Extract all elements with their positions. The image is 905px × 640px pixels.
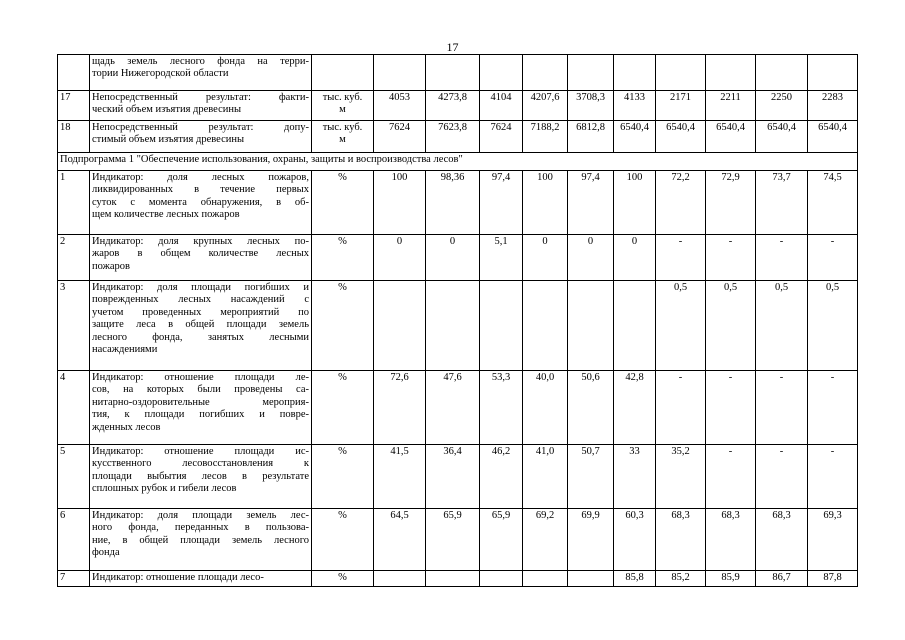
value-cell: 68,3: [656, 509, 706, 571]
description-line: Индикатор: отношение площади лесо-: [92, 572, 264, 583]
indicator-description: [90, 445, 312, 509]
unit-line: тыс. куб.: [322, 122, 363, 133]
description-line: Индикатор: доля площади земель лес-: [92, 510, 309, 521]
value-cell: [426, 571, 480, 587]
row-number: 1: [58, 171, 90, 235]
value-cell: [480, 281, 523, 371]
value-cell: 4053: [374, 91, 426, 121]
description-line: тории Нижегородской области: [92, 68, 229, 80]
table-row: [58, 571, 858, 587]
unit-line: %: [338, 572, 347, 583]
value-cell: 0,5: [808, 281, 858, 371]
description-line: Непосредственный результат: допу-: [92, 122, 309, 133]
value-cell: 6812,8: [568, 121, 614, 153]
unit-line: %: [338, 236, 347, 247]
value-cell: 85,2: [656, 571, 706, 587]
indicator-description: [90, 171, 312, 235]
section-row: [58, 153, 858, 171]
value-cell: 6540,4: [706, 121, 756, 153]
unit-cell: [312, 91, 374, 121]
description-line: Индикатор: доля лесных пожаров,: [92, 172, 309, 183]
value-cell: [426, 55, 480, 91]
value-cell: [480, 571, 523, 587]
description-line: тия, к площади погибших и повре-: [92, 409, 309, 421]
unit-line: тыс. куб.: [322, 92, 363, 103]
description-line: суток с момента обнаружения, в об-: [92, 196, 309, 208]
value-cell: 69,2: [523, 509, 568, 571]
description-line: поврежденных лесных насаждений с: [92, 294, 309, 306]
description-line: площади выбытия лесов в результате: [92, 470, 309, 482]
description-line: стимый объем изъятия древесины: [92, 134, 245, 146]
indicator-description: [90, 371, 312, 445]
unit-cell: [312, 509, 374, 571]
value-cell: 0,5: [706, 281, 756, 371]
value-cell: [480, 55, 523, 91]
value-cell: [523, 55, 568, 91]
value-cell: 33: [614, 445, 656, 509]
value-cell: [656, 55, 706, 91]
value-cell: 36,4: [426, 445, 480, 509]
value-cell: 97,4: [568, 171, 614, 235]
value-cell: 73,7: [756, 171, 808, 235]
value-cell: 42,8: [614, 371, 656, 445]
value-cell: 0,5: [756, 281, 808, 371]
unit-cell: [312, 55, 374, 91]
unit-cell: [312, 121, 374, 153]
value-cell: 2250: [756, 91, 808, 121]
description-line: Непосредственный результат: факти-: [92, 92, 309, 103]
value-cell: 40,0: [523, 371, 568, 445]
page-number: 17: [446, 40, 459, 54]
value-cell: 4133: [614, 91, 656, 121]
table-row: [58, 91, 858, 121]
description-line: лесного фонда, занятых лесными: [92, 331, 309, 343]
value-cell: 0: [426, 235, 480, 281]
value-cell: -: [808, 445, 858, 509]
value-cell: 41,5: [374, 445, 426, 509]
value-cell: 0: [568, 235, 614, 281]
description-line: ного фонда, переданных в пользова-: [92, 522, 309, 534]
unit-cell: [312, 281, 374, 371]
value-cell: -: [756, 235, 808, 281]
value-cell: 97,4: [480, 171, 523, 235]
value-cell: [374, 281, 426, 371]
indicator-description: [90, 121, 312, 153]
unit-line: %: [338, 372, 347, 383]
value-cell: -: [706, 371, 756, 445]
row-number: 3: [58, 281, 90, 371]
value-cell: 72,2: [656, 171, 706, 235]
description-line: нитарно-оздоровительные мероприя-: [92, 396, 309, 408]
value-cell: [808, 55, 858, 91]
value-cell: 74,5: [808, 171, 858, 235]
unit-line: м: [339, 134, 346, 146]
value-cell: 3708,3: [568, 91, 614, 121]
value-cell: 0,5: [656, 281, 706, 371]
value-cell: 69,3: [808, 509, 858, 571]
description-line: кусственного лесовосстановления к: [92, 458, 309, 470]
value-cell: 6540,4: [808, 121, 858, 153]
value-cell: 60,3: [614, 509, 656, 571]
description-line: щадь земель лесного фонда на терри-: [92, 56, 309, 67]
description-line: ние, в общей площади земель лесного: [92, 534, 309, 546]
value-cell: 85,9: [706, 571, 756, 587]
table-row: [58, 371, 858, 445]
value-cell: 0: [614, 235, 656, 281]
unit-cell: [312, 371, 374, 445]
row-number: 4: [58, 371, 90, 445]
value-cell: 72,6: [374, 371, 426, 445]
value-cell: 65,9: [426, 509, 480, 571]
description-line: Индикатор: доля крупных лесных по-: [92, 236, 309, 247]
table-row: [58, 509, 858, 571]
indicator-description: [90, 91, 312, 121]
description-line: ликвидированных в течение первых: [92, 184, 309, 196]
value-cell: -: [706, 235, 756, 281]
value-cell: [614, 281, 656, 371]
description-line: защите леса в общей площади земель: [92, 319, 309, 331]
value-cell: 4207,6: [523, 91, 568, 121]
row-number: 17: [58, 91, 90, 121]
value-cell: 85,8: [614, 571, 656, 587]
unit-cell: [312, 445, 374, 509]
value-cell: -: [808, 371, 858, 445]
value-cell: 6540,4: [656, 121, 706, 153]
value-cell: [568, 55, 614, 91]
value-cell: 6540,4: [756, 121, 808, 153]
value-cell: 7623,8: [426, 121, 480, 153]
value-cell: 47,6: [426, 371, 480, 445]
value-cell: 6540,4: [614, 121, 656, 153]
description-line: сплошных рубок и гибели лесов: [92, 483, 237, 495]
value-cell: 2283: [808, 91, 858, 121]
unit-cell: [312, 235, 374, 281]
value-cell: 7624: [480, 121, 523, 153]
unit-line: %: [338, 172, 347, 183]
indicator-description: [90, 235, 312, 281]
value-cell: 35,2: [656, 445, 706, 509]
value-cell: 68,3: [706, 509, 756, 571]
value-cell: -: [656, 371, 706, 445]
value-cell: 0: [374, 235, 426, 281]
value-cell: 41,0: [523, 445, 568, 509]
description-line: Индикатор: доля площади погибших и: [92, 282, 309, 293]
description-line: сов, на которых были проведены са-: [92, 384, 309, 396]
value-cell: 7624: [374, 121, 426, 153]
row-number: 2: [58, 235, 90, 281]
value-cell: -: [808, 235, 858, 281]
value-cell: [756, 55, 808, 91]
value-cell: [523, 281, 568, 371]
subprogram-heading: Подпрограмма 1 "Обеспечение использования, охраны, защиты и воспроизводства лесов": [58, 153, 858, 171]
table-row: [58, 281, 858, 371]
unit-line: %: [338, 510, 347, 521]
value-cell: [374, 571, 426, 587]
value-cell: 5,1: [480, 235, 523, 281]
description-line: жденных лесов: [92, 421, 161, 433]
description-line: жаров в общем количестве лесных: [92, 248, 309, 260]
table-row: [58, 445, 858, 509]
value-cell: 50,6: [568, 371, 614, 445]
row-number: [58, 55, 90, 91]
value-cell: 64,5: [374, 509, 426, 571]
value-cell: [614, 55, 656, 91]
indicator-description: [90, 571, 312, 587]
value-cell: [706, 55, 756, 91]
value-cell: [374, 55, 426, 91]
value-cell: 0: [523, 235, 568, 281]
value-cell: -: [756, 445, 808, 509]
value-cell: 98,36: [426, 171, 480, 235]
value-cell: 46,2: [480, 445, 523, 509]
description-line: насаждениями: [92, 344, 158, 356]
row-number: 6: [58, 509, 90, 571]
value-cell: [426, 281, 480, 371]
value-cell: 50,7: [568, 445, 614, 509]
value-cell: -: [706, 445, 756, 509]
table-row: [58, 235, 858, 281]
unit-cell: [312, 571, 374, 587]
description-line: Индикатор: отношение площади ле-: [92, 372, 309, 383]
value-cell: 100: [523, 171, 568, 235]
indicator-table: [57, 54, 858, 587]
row-number: 18: [58, 121, 90, 153]
value-cell: 72,9: [706, 171, 756, 235]
indicator-description: [90, 509, 312, 571]
value-cell: [568, 571, 614, 587]
value-cell: 65,9: [480, 509, 523, 571]
value-cell: [568, 281, 614, 371]
table-row: [58, 121, 858, 153]
unit-line: м: [339, 104, 346, 116]
row-number: 7: [58, 571, 90, 587]
value-cell: 2171: [656, 91, 706, 121]
value-cell: -: [656, 235, 706, 281]
value-cell: 2211: [706, 91, 756, 121]
value-cell: 86,7: [756, 571, 808, 587]
unit-line: %: [338, 282, 347, 293]
unit-cell: [312, 171, 374, 235]
value-cell: 69,9: [568, 509, 614, 571]
value-cell: 53,3: [480, 371, 523, 445]
value-cell: 7188,2: [523, 121, 568, 153]
value-cell: 4104: [480, 91, 523, 121]
value-cell: 100: [374, 171, 426, 235]
value-cell: 100: [614, 171, 656, 235]
unit-line: %: [338, 446, 347, 457]
description-line: пожаров: [92, 260, 130, 272]
value-cell: 4273,8: [426, 91, 480, 121]
value-cell: [523, 571, 568, 587]
description-line: фонда: [92, 547, 120, 559]
table-row: [58, 171, 858, 235]
description-line: учетом проведенных мероприятий по: [92, 306, 309, 318]
row-number: 5: [58, 445, 90, 509]
value-cell: -: [756, 371, 808, 445]
table-row: [58, 55, 858, 91]
indicator-description: [90, 281, 312, 371]
value-cell: 68,3: [756, 509, 808, 571]
indicator-description: [90, 55, 312, 91]
description-line: Индикатор: отношение площади ис-: [92, 446, 309, 457]
value-cell: 87,8: [808, 571, 858, 587]
description-line: щем количестве лесных пожаров: [92, 209, 240, 221]
description-line: ческий объем изъятия древесины: [92, 104, 242, 116]
